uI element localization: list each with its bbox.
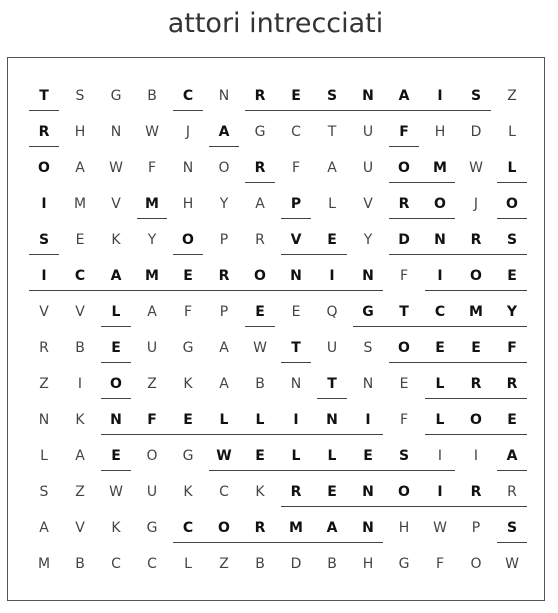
grid-cell[interactable]: R [506, 376, 518, 392]
grid-cell[interactable]: R [470, 232, 482, 248]
found-word-underline [353, 326, 527, 327]
grid-cell[interactable]: R [254, 88, 266, 104]
grid-cell[interactable]: H [362, 556, 374, 572]
grid-cell[interactable]: K [255, 484, 265, 500]
grid-cell[interactable]: T [39, 88, 49, 104]
grid-cell[interactable]: Y [363, 232, 373, 248]
grid-cell[interactable]: O [398, 160, 410, 176]
grid-cell[interactable]: O [146, 448, 158, 464]
found-word-underline [425, 434, 527, 435]
grid-cell[interactable]: Z [75, 484, 85, 500]
grid-cell[interactable]: M [289, 520, 303, 536]
grid-cell[interactable]: O [398, 340, 410, 356]
grid-cell[interactable]: L [507, 160, 517, 176]
grid-cell[interactable]: L [111, 304, 121, 320]
grid-cell[interactable]: L [435, 376, 445, 392]
found-word-underline [281, 218, 311, 219]
grid-cell[interactable]: E [507, 412, 517, 428]
grid-cell[interactable]: C [182, 520, 194, 536]
found-word-underline [245, 182, 275, 183]
grid-cell[interactable]: R [470, 484, 482, 500]
grid-cell[interactable]: E [435, 340, 445, 356]
found-word-underline [497, 218, 527, 219]
grid-cell[interactable]: L [508, 124, 516, 140]
grid-cell[interactable]: E [291, 304, 301, 320]
grid-cell[interactable]: G [398, 556, 410, 572]
found-word-underline [281, 254, 347, 255]
grid-cell[interactable]: O [398, 484, 410, 500]
grid-cell[interactable]: F [507, 340, 517, 356]
grid-cell[interactable]: W [109, 160, 123, 176]
grid-cell[interactable]: Z [219, 556, 229, 572]
grid-cell[interactable]: U [146, 484, 158, 500]
grid-cell[interactable]: B [75, 340, 85, 356]
grid-cell[interactable]: A [506, 448, 518, 464]
grid-cell[interactable]: N [326, 412, 338, 428]
grid-cell[interactable]: D [290, 556, 302, 572]
grid-cell[interactable]: N [110, 412, 122, 428]
grid-cell[interactable]: L [255, 412, 265, 428]
grid-cell[interactable]: C [74, 268, 86, 284]
found-word-underline [389, 362, 527, 363]
found-word-underline [173, 110, 203, 111]
grid-cell[interactable]: M [37, 556, 51, 572]
grid-cell[interactable]: G [110, 88, 122, 104]
grid-cell[interactable]: V [75, 520, 85, 536]
grid-cell[interactable]: H [398, 520, 410, 536]
grid-cell[interactable]: O [218, 520, 230, 536]
grid-cell[interactable]: N [38, 412, 50, 428]
grid-cell[interactable]: P [219, 304, 229, 320]
grid-cell[interactable]: O [254, 268, 266, 284]
grid-cell[interactable]: W [433, 520, 447, 536]
grid-cell[interactable]: V [363, 196, 373, 212]
grid-cell[interactable]: M [145, 196, 159, 212]
grid-cell[interactable]: N [218, 88, 230, 104]
grid-cell[interactable]: A [110, 268, 122, 284]
grid-cell[interactable]: V [111, 196, 121, 212]
grid-cell[interactable]: I [437, 88, 443, 104]
grid-cell[interactable]: N [110, 124, 122, 140]
grid-cell[interactable]: N [434, 232, 446, 248]
grid-cell[interactable]: U [146, 340, 158, 356]
grid-cell[interactable]: S [398, 448, 410, 464]
grid-cell[interactable]: Y [219, 196, 229, 212]
grid-cell[interactable]: I [473, 448, 479, 464]
found-word-underline [281, 506, 527, 507]
found-word-underline [101, 398, 131, 399]
found-word-underline [29, 254, 59, 255]
grid-cell[interactable]: W [145, 124, 159, 140]
grid-cell[interactable]: W [505, 556, 519, 572]
found-word-underline [101, 326, 131, 327]
found-word-underline [317, 398, 347, 399]
grid-cell[interactable]: E [471, 340, 481, 356]
grid-cell[interactable]: V [75, 304, 85, 320]
grid-cell[interactable]: E [507, 268, 517, 284]
grid-cell[interactable]: G [254, 124, 266, 140]
grid-cell[interactable]: M [469, 304, 483, 320]
grid-cell[interactable]: H [434, 124, 446, 140]
grid-cell[interactable]: L [184, 556, 192, 572]
grid-cell[interactable]: S [39, 484, 49, 500]
found-word-underline [29, 146, 59, 147]
grid-cell[interactable]: S [470, 88, 482, 104]
grid-cell[interactable]: I [365, 412, 371, 428]
grid-cell[interactable]: R [254, 520, 266, 536]
grid-cell[interactable]: I [41, 196, 47, 212]
grid-cell[interactable]: F [399, 412, 409, 428]
grid-cell[interactable]: O [218, 160, 230, 176]
grid-cell[interactable]: R [39, 340, 49, 356]
grid-cell[interactable]: R [255, 232, 265, 248]
grid-cell[interactable]: K [111, 232, 121, 248]
grid-cell[interactable]: M [433, 160, 447, 176]
grid-cell[interactable]: A [398, 88, 410, 104]
grid-cell[interactable]: L [219, 412, 229, 428]
grid-cell[interactable]: V [290, 232, 302, 248]
grid-cell[interactable]: O [182, 232, 194, 248]
grid-cell[interactable]: T [327, 124, 337, 140]
grid-cell[interactable]: Z [39, 376, 49, 392]
grid-cell[interactable]: N [362, 88, 374, 104]
grid-cell[interactable]: L [291, 448, 301, 464]
grid-cell[interactable]: S [38, 232, 50, 248]
grid-cell[interactable]: A [218, 124, 230, 140]
grid-cell[interactable]: V [39, 304, 49, 320]
grid-cell[interactable]: U [362, 160, 374, 176]
grid-cell[interactable]: R [398, 196, 410, 212]
found-word-underline [389, 182, 455, 183]
grid-cell[interactable]: E [363, 448, 373, 464]
grid-cell[interactable]: Z [507, 88, 517, 104]
grid-cell[interactable]: E [111, 340, 121, 356]
grid-cell[interactable]: K [183, 484, 193, 500]
grid-cell[interactable]: A [75, 160, 85, 176]
grid-cell[interactable]: I [41, 268, 47, 284]
found-word-underline [425, 398, 527, 399]
word-search-board [7, 57, 545, 601]
grid-cell[interactable]: I [293, 412, 299, 428]
found-word-underline [497, 182, 527, 183]
grid-cell[interactable]: E [327, 232, 337, 248]
grid-cell[interactable]: W [253, 340, 267, 356]
grid-cell[interactable]: L [40, 448, 48, 464]
found-word-underline [137, 218, 167, 219]
grid-cell[interactable]: R [507, 484, 517, 500]
grid-cell[interactable]: D [470, 124, 482, 140]
grid-cell[interactable]: O [470, 412, 482, 428]
found-word-underline [497, 542, 527, 543]
grid-cell[interactable]: F [399, 268, 409, 284]
grid-cell[interactable]: B [327, 556, 337, 572]
grid-cell[interactable]: U [326, 340, 338, 356]
grid-cell[interactable]: S [363, 340, 373, 356]
grid-cell[interactable]: E [327, 484, 337, 500]
grid-cell[interactable]: F [291, 160, 301, 176]
grid-cell[interactable]: Y [147, 232, 157, 248]
grid-cell[interactable]: R [290, 484, 302, 500]
grid-cell[interactable]: E [255, 304, 265, 320]
grid-cell[interactable]: K [183, 376, 193, 392]
grid-cell[interactable]: K [75, 412, 85, 428]
grid-cell[interactable]: A [75, 448, 85, 464]
found-word-underline [101, 434, 383, 435]
grid-cell[interactable]: I [437, 448, 443, 464]
grid-cell[interactable]: R [38, 124, 50, 140]
grid-cell[interactable]: C [111, 556, 121, 572]
grid-cell[interactable]: S [326, 88, 338, 104]
grid-cell[interactable]: A [219, 376, 229, 392]
grid-cell[interactable]: F [435, 556, 445, 572]
grid-cell[interactable]: S [506, 520, 518, 536]
grid-cell[interactable]: B [255, 556, 265, 572]
grid-cell[interactable]: G [362, 304, 374, 320]
grid-cell[interactable]: O [38, 160, 50, 176]
grid-cell[interactable]: O [434, 196, 446, 212]
found-word-underline [173, 254, 203, 255]
grid-cell[interactable]: H [74, 124, 86, 140]
grid-cell[interactable]: E [183, 412, 193, 428]
grid-cell[interactable]: I [437, 268, 443, 284]
found-word-underline [209, 470, 455, 471]
grid-cell[interactable]: C [147, 556, 157, 572]
grid-cell[interactable]: E [255, 448, 265, 464]
grid-cell[interactable]: N [362, 484, 374, 500]
found-word-underline [497, 470, 527, 471]
grid-cell[interactable]: O [470, 268, 482, 284]
puzzle-title: attori intrecciati [167, 8, 384, 39]
grid-cell[interactable]: E [111, 448, 121, 464]
grid-cell[interactable]: N [290, 268, 302, 284]
grid-cell[interactable]: S [506, 232, 518, 248]
grid-cell[interactable]: N [182, 160, 194, 176]
grid-cell[interactable]: C [434, 304, 446, 320]
grid-cell[interactable]: W [216, 448, 232, 464]
found-word-underline [29, 110, 59, 111]
found-word-underline [245, 326, 275, 327]
grid-cell[interactable]: J [185, 124, 191, 140]
grid-cell[interactable]: T [327, 376, 337, 392]
grid-cell[interactable]: R [254, 160, 266, 176]
grid-cell[interactable]: O [506, 196, 518, 212]
grid-cell[interactable]: I [437, 484, 443, 500]
grid-cell[interactable]: A [39, 520, 49, 536]
found-word-underline [173, 542, 383, 543]
grid-cell[interactable]: I [329, 268, 335, 284]
grid-cell[interactable]: G [182, 448, 194, 464]
found-word-underline [389, 254, 527, 255]
grid-cell[interactable]: P [219, 232, 229, 248]
grid-cell[interactable]: G [182, 340, 194, 356]
grid-cell[interactable]: E [183, 268, 193, 284]
grid-cell[interactable]: N [362, 520, 374, 536]
grid-cell[interactable]: W [109, 484, 123, 500]
grid-cell[interactable]: C [182, 88, 194, 104]
grid-cell[interactable]: O [470, 556, 482, 572]
grid-cell[interactable]: Q [326, 304, 338, 320]
found-word-underline [29, 290, 383, 291]
grid-cell[interactable]: A [326, 520, 338, 536]
grid-cell[interactable]: N [362, 268, 374, 284]
found-word-underline [101, 362, 131, 363]
grid-cell[interactable]: F [147, 160, 157, 176]
grid-cell[interactable]: O [110, 376, 122, 392]
grid-cell[interactable]: E [291, 88, 301, 104]
grid-cell[interactable]: G [146, 520, 158, 536]
grid-cell[interactable]: F [399, 124, 409, 140]
grid-cell[interactable]: R [470, 376, 482, 392]
grid-cell[interactable]: F [183, 304, 193, 320]
grid-cell[interactable]: T [291, 340, 301, 356]
grid-cell[interactable]: B [147, 88, 157, 104]
grid-cell[interactable]: P [471, 520, 481, 536]
found-word-underline [389, 146, 419, 147]
grid-cell[interactable]: A [327, 160, 337, 176]
grid-cell[interactable]: A [219, 340, 229, 356]
grid-cell[interactable]: P [290, 196, 302, 212]
grid-cell[interactable]: E [75, 232, 85, 248]
grid-cell[interactable]: M [73, 196, 87, 212]
found-word-underline [101, 470, 131, 471]
grid-cell[interactable]: L [327, 448, 337, 464]
grid-cell[interactable]: C [291, 124, 301, 140]
grid-cell[interactable]: I [77, 376, 83, 392]
grid-cell[interactable]: S [75, 88, 85, 104]
grid-cell[interactable]: F [147, 412, 157, 428]
grid-cell[interactable]: C [219, 484, 229, 500]
found-word-underline [281, 362, 311, 363]
grid-cell[interactable]: J [473, 196, 479, 212]
grid-cell[interactable]: R [218, 268, 230, 284]
grid-cell[interactable]: M [145, 268, 159, 284]
grid-cell[interactable]: L [435, 412, 445, 428]
grid-cell[interactable]: B [255, 376, 265, 392]
grid-cell[interactable]: D [398, 232, 410, 248]
grid-cell[interactable]: K [111, 520, 121, 536]
found-word-underline [389, 218, 455, 219]
grid-cell[interactable]: W [469, 160, 483, 176]
found-word-underline [245, 110, 491, 111]
grid-cell[interactable]: E [399, 376, 409, 392]
grid-cell[interactable]: U [362, 124, 374, 140]
found-word-underline [209, 146, 239, 147]
grid-cell[interactable]: B [75, 556, 85, 572]
grid-cell[interactable]: L [328, 196, 336, 212]
grid-cell[interactable]: Y [506, 304, 518, 320]
grid-cell[interactable]: N [362, 376, 374, 392]
grid-cell[interactable]: H [182, 196, 194, 212]
found-word-underline [425, 290, 527, 291]
grid-cell[interactable]: T [399, 304, 409, 320]
grid-cell[interactable]: N [290, 376, 302, 392]
grid-cell[interactable]: A [147, 304, 157, 320]
grid-cell[interactable]: A [255, 196, 265, 212]
grid-cell[interactable]: Z [147, 376, 157, 392]
